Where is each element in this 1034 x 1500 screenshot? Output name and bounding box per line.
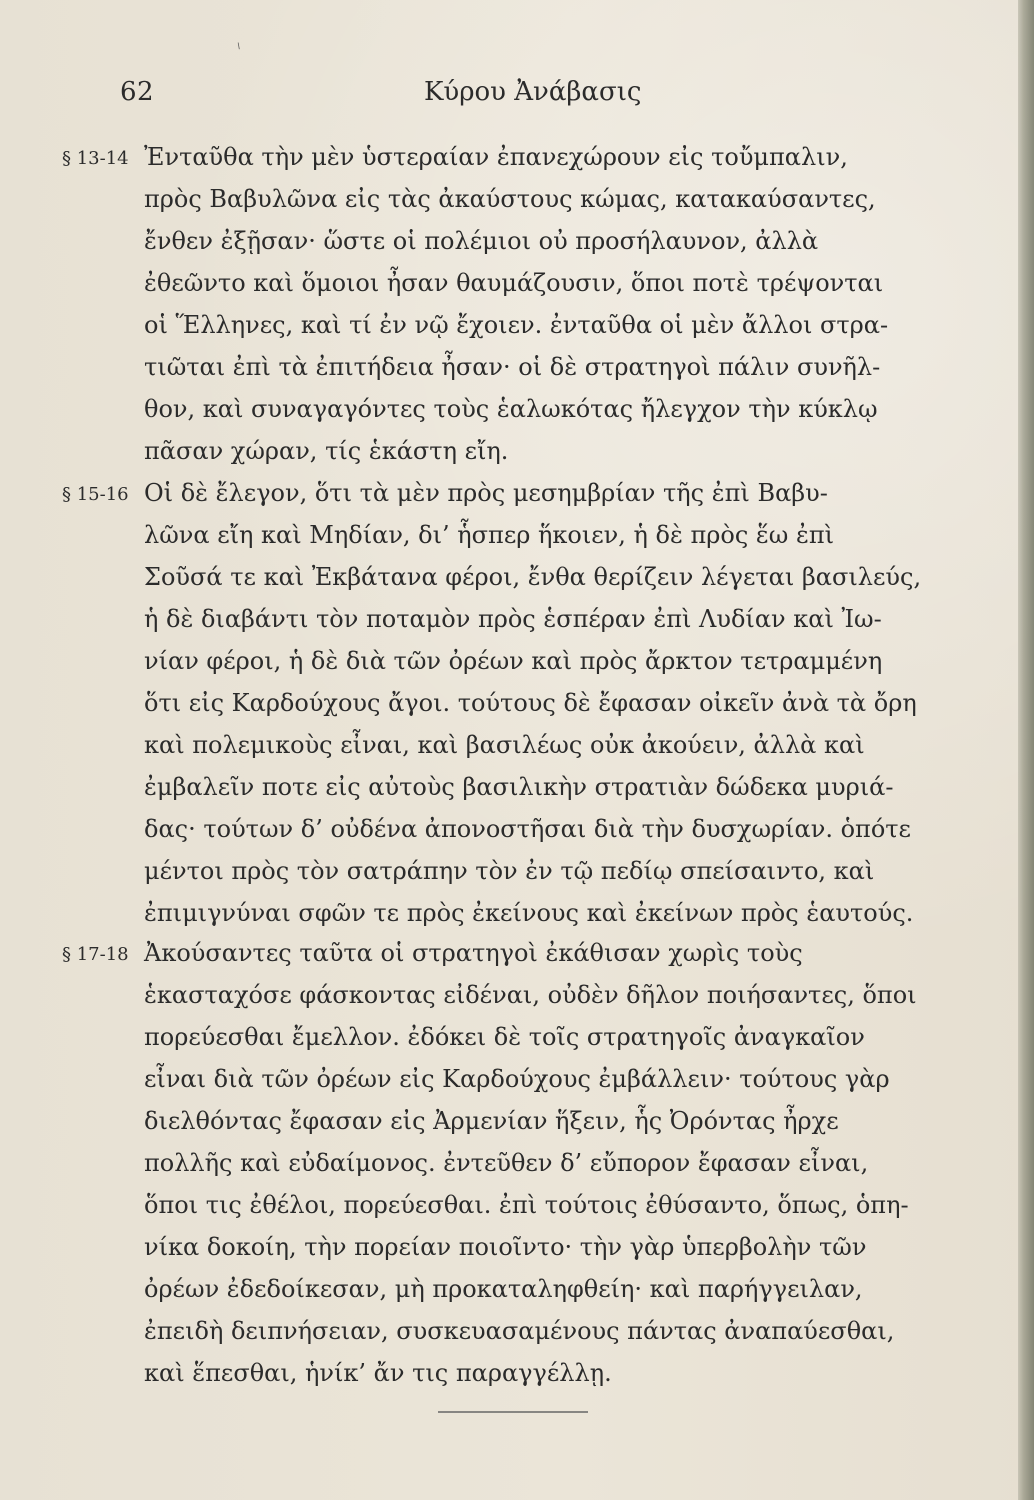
text-line: Ἐνταῦθα τὴν μὲν ὑστεραίαν ἐπανεχώρουν εἰς τοὔμπαλιν,: [144, 143, 848, 171]
section-reference: § 15-16: [62, 484, 129, 505]
text-line: τιῶται ἐπὶ τὰ ἐπιτήδεια ἦσαν· οἱ δὲ στρατηγοὶ πάλιν συνῆλ-: [144, 353, 881, 381]
text-line: ὅποι τις ἐθέλοι, πορεύεσθαι. ἐπὶ τούτοις ἐθύσαντο, ὅπως, ὁπη-: [144, 1191, 909, 1219]
text-line: νίκα δοκοίη, τὴν πορείαν ποιοῖντο· τὴν γὰρ ὑπερβολὴν τῶν: [144, 1233, 867, 1261]
text-line: λῶνα εἴη καὶ Μηδίαν, δι’ ἧσπερ ἥκοιεν, ἡ δὲ πρὸς ἕω ἐπὶ: [144, 521, 835, 549]
page-edge-shadow: [1018, 0, 1034, 1500]
text-line: νίαν φέροι, ἡ δὲ διὰ τῶν ὀρέων καὶ πρὸς ἄρκτον τετραμμένη: [144, 647, 883, 675]
page-header: [0, 72, 1034, 112]
page-number: 62: [120, 77, 155, 107]
text-line: πρὸς Βαβυλῶνα εἰς τὰς ἀκαύστους κώμας, κατακαύσαντες,: [144, 185, 876, 213]
text-line: πολλῆς καὶ εὐδαίμονος. ἐντεῦθεν δ’ εὔπορον ἔφασαν εἶναι,: [144, 1149, 869, 1177]
text-line: μέντοι πρὸς τὸν σατράπην τὸν ἐν τῷ πεδίῳ σπείσαιντο, καὶ: [144, 857, 875, 885]
text-line: καὶ πολεμικοὺς εἶναι, καὶ βασιλέως οὐκ ἀκούειν, ἀλλὰ καὶ: [144, 731, 865, 759]
text-line: ἑκασταχόσε φάσκοντας εἰδέναι, οὐδὲν δῆλον ποιήσαντες, ὅποι: [144, 981, 917, 1009]
text-line: Ἀκούσαντες ταῦτα οἱ στρατηγοὶ ἐκάθισαν χωρὶς τοὺς: [144, 939, 803, 967]
text-line: Οἱ δὲ ἔλεγον, ὅτι τὰ μὲν πρὸς μεσημβρίαν τῆς ἐπὶ Βαβυ-: [144, 479, 828, 507]
section-divider: [438, 1411, 588, 1413]
text-line: θον, καὶ συναγαγόντες τοὺς ἑαλωκότας ἤλεγχον τὴν κύκλῳ: [144, 395, 878, 423]
text-line: ἐπιμιγνύναι σφῶν τε πρὸς ἐκείνους καὶ ἐκείνων πρὸς ἑαυτούς.: [144, 899, 914, 927]
section-reference: § 17-18: [62, 944, 129, 965]
text-line: οἱ Ἕλληνες, καὶ τί ἐν νῷ ἔχοιεν. ἐνταῦθα οἱ μὲν ἄλλοι στρα-: [144, 311, 889, 339]
margin-mark: ⸜: [232, 35, 248, 53]
section-reference: § 13-14: [62, 148, 129, 169]
text-line: ὅτι εἰς Καρδούχους ἄγοι. τούτους δὲ ἔφασαν οἰκεῖν ἀνὰ τὰ ὄρη: [144, 689, 917, 717]
text-line: ἐθεῶντο καὶ ὅμοιοι ἦσαν θαυμάζουσιν, ὅποι ποτὲ τρέψονται: [144, 269, 884, 297]
text-line: πᾶσαν χώραν, τίς ἑκάστη εἴη.: [144, 437, 509, 465]
text-line: καὶ ἕπεσθαι, ἡνίκ’ ἄν τις παραγγέλλῃ.: [144, 1359, 612, 1387]
text-line: εἶναι διὰ τῶν ὀρέων εἰς Καρδούχους ἐμβάλλειν· τούτους γὰρ: [144, 1065, 890, 1093]
text-line: πορεύεσθαι ἔμελλον. ἐδόκει δὲ τοῖς στρατηγοῖς ἀναγκαῖον: [144, 1023, 865, 1051]
text-line: ἐμβαλεῖν ποτε εἰς αὐτοὺς βασιλικὴν στρατιὰν δώδεκα μυριά-: [144, 773, 894, 801]
text-line: ὀρέων ἐδεδοίκεσαν, μὴ προκαταληφθείη· καὶ παρήγγειλαν,: [144, 1275, 863, 1303]
text-line: ἡ δὲ διαβάντι τὸν ποταμὸν πρὸς ἑσπέραν ἐπὶ Λυδίαν καὶ Ἰω-: [144, 605, 882, 633]
text-line: ἐπειδὴ δειπνήσειαν, συσκευασαμένους πάντας ἀναπαύεσθαι,: [144, 1317, 895, 1345]
text-line: Σοῦσά τε καὶ Ἐκβάτανα φέροι, ἔνθα θερίζειν λέγεται βασιλεύς,: [144, 563, 922, 591]
text-line: διελθόντας ἔφασαν εἰς Ἀρμενίαν ἥξειν, ἧς Ὀρόντας ἦρχε: [144, 1107, 839, 1135]
running-title: Κύρου Ἀνάβασις: [424, 77, 642, 107]
text-line: δας· τούτων δ’ οὐδένα ἀπονοστῆσαι διὰ τὴν δυσχωρίαν. ὁπότε: [144, 815, 911, 843]
text-line: ἔνθεν ἐξῇσαν· ὥστε οἱ πολέμιοι οὐ προσήλαυνον, ἀλλὰ: [144, 227, 819, 255]
